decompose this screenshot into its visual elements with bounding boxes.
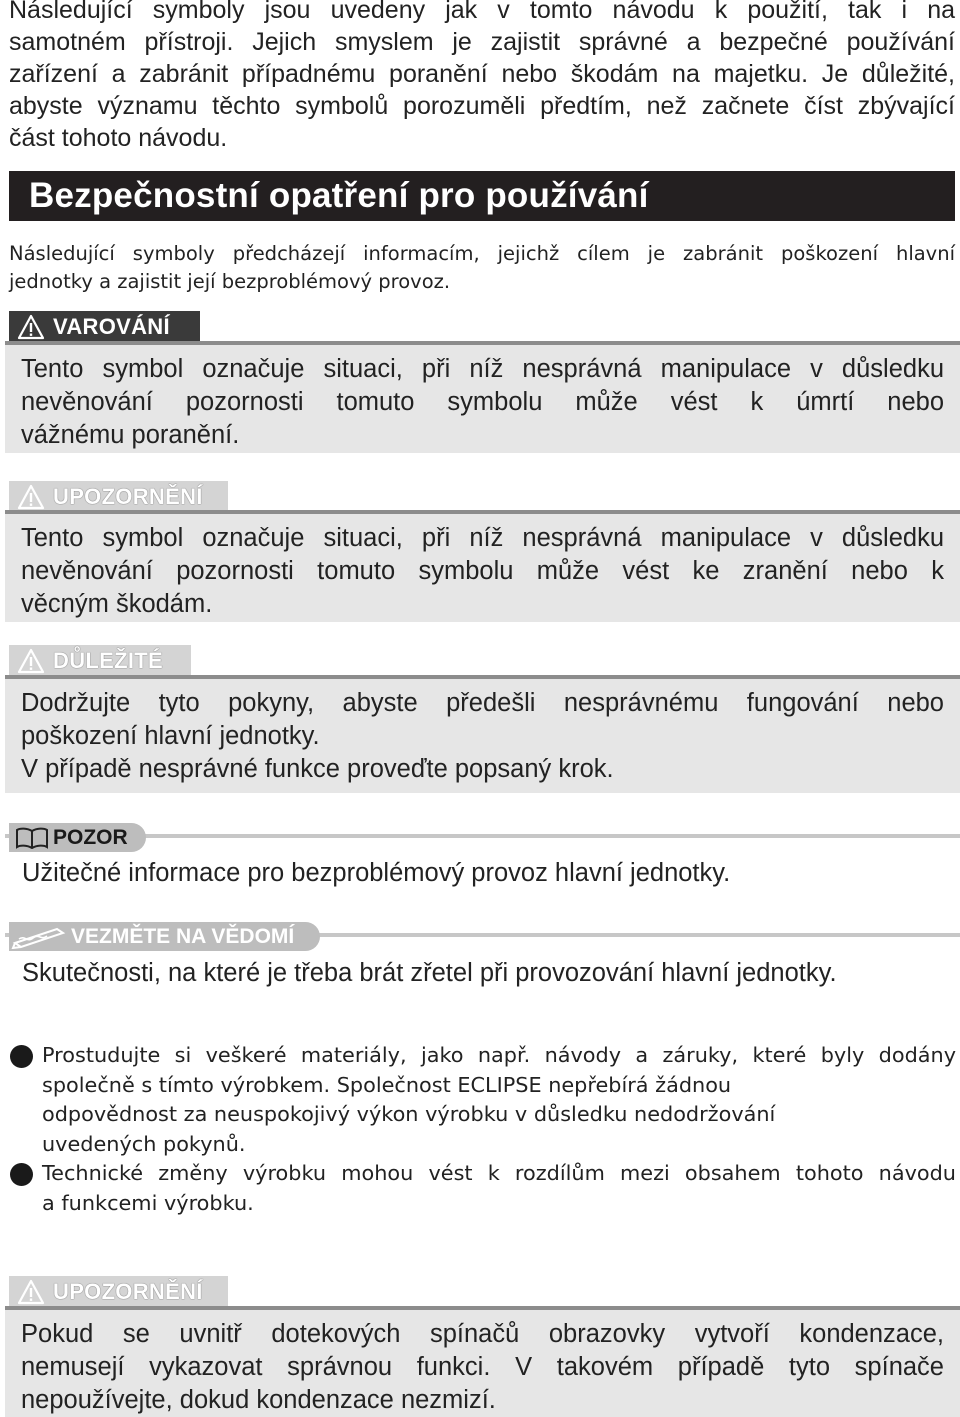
caution2-label bbox=[9, 1276, 228, 1307]
important-label-text: DŮLEŽITÉ bbox=[53, 647, 163, 673]
bullet-line: společně s tímto výrobkem. Společnost ECLIPSE nepřebírá žádnou bbox=[42, 1072, 732, 1097]
notice-label bbox=[9, 922, 320, 951]
warning-triangle-icon bbox=[17, 314, 45, 340]
important-line: poškození hlavní jednotky. bbox=[21, 722, 320, 750]
warning-label bbox=[9, 311, 200, 342]
note-label-text: POZOR bbox=[53, 825, 128, 849]
bullet-line: Prostudujte si veškeré materiály, jako např. návody a záruky, které byly dodány bbox=[42, 1043, 956, 1067]
caution-box bbox=[5, 510, 960, 622]
section-title: Bezpečnostní opatření pro používání bbox=[9, 171, 955, 221]
important-label bbox=[9, 645, 191, 676]
sub-intro-paragraph bbox=[9, 240, 955, 296]
caution-line: věcným škodám. bbox=[21, 590, 213, 618]
notice-text: Skutečnosti, na které je třeba brát zřetel při provozování hlavní jednotky. bbox=[22, 959, 837, 987]
warning-line: vážnému poranění. bbox=[21, 421, 240, 449]
warning-box bbox=[5, 341, 960, 453]
note-label bbox=[9, 823, 146, 852]
intro-line: Následující symboly jsou uvedeny jak v tomto návodu k použití, tak i na bbox=[9, 0, 955, 24]
important-triangle-icon bbox=[17, 648, 45, 674]
important-line: Dodržujte tyto pokyny, abyste předešli nesprávnému fungování nebo bbox=[21, 689, 944, 717]
bullet-list bbox=[10, 1041, 956, 1218]
caution-label bbox=[9, 481, 228, 512]
caution2-line: Pokud se uvnitř dotekových spínačů obrazovky vytvoří kondenzace, bbox=[21, 1320, 944, 1348]
bullet-line: Technické změny výrobku mohou vést k rozdílům mezi obsahem tohoto návodu bbox=[42, 1161, 956, 1185]
bullet-item bbox=[10, 1041, 956, 1159]
intro-line: část tohoto návodu. bbox=[9, 124, 228, 152]
caution2-triangle-icon bbox=[17, 1279, 45, 1305]
intro-line: samotném přístroji. Jejich smyslem je zajistit správné a bezpečné používání bbox=[9, 28, 955, 56]
caution-label-text: UPOZORNĚNÍ bbox=[53, 483, 203, 509]
notice-label-text: VEZMĚTE NA VĚDOMÍ bbox=[71, 924, 295, 948]
warning-line: nevěnování pozornosti tomuto symbolu může vést k úmrtí nebo bbox=[21, 388, 944, 416]
bullet-line: uvedených pokynů. bbox=[42, 1131, 246, 1156]
bullet-dot-icon bbox=[10, 1163, 33, 1186]
important-line: V případě nesprávné funkce proveďte popsaný krok. bbox=[21, 755, 614, 783]
note-divider bbox=[5, 834, 960, 838]
open-book-icon bbox=[15, 827, 49, 849]
intro-paragraph bbox=[9, 0, 955, 154]
caution2-label-text: UPOZORNĚNÍ bbox=[53, 1278, 203, 1304]
caution-line: Tento symbol označuje situaci, při níž nesprávná manipulace v důsledku bbox=[21, 524, 944, 552]
pen-icon bbox=[11, 925, 67, 949]
caution2-line: nepoužívejte, dokud kondenzace nezmizí. bbox=[21, 1386, 496, 1414]
caution2-line: nemusejí vykazovat správnou funkci. V takovém případě tyto spínače bbox=[21, 1353, 944, 1381]
important-box bbox=[5, 675, 960, 793]
warning-label-text: VAROVÁNÍ bbox=[53, 313, 170, 339]
caution2-box bbox=[5, 1306, 960, 1417]
intro-line: zařízení a zabránit případnému poranění nebo škodám na majetku. Je důležité, bbox=[9, 60, 955, 88]
bullet-item bbox=[10, 1159, 956, 1218]
bullet-dot-icon bbox=[10, 1045, 33, 1068]
warning-line: Tento symbol označuje situaci, při níž nesprávná manipulace v důsledku bbox=[21, 355, 944, 383]
sub-intro-line: jednotky a zajistit její bezproblémový provoz. bbox=[9, 270, 451, 293]
bullet-line: a funkcemi výrobku. bbox=[42, 1190, 254, 1215]
caution-line: nevěnování pozornosti tomuto symbolu může vést ke zranění nebo k bbox=[21, 557, 944, 585]
intro-line: abyste významu těchto symbolů porozuměli předtím, než začnete číst zbývající bbox=[9, 92, 955, 120]
caution-triangle-icon bbox=[17, 484, 45, 510]
note-text: Užitečné informace pro bezproblémový provoz hlavní jednotky. bbox=[22, 859, 731, 887]
bullet-line: odpovědnost za neuspokojivý výkon výrobku v důsledku nedodržování bbox=[42, 1102, 776, 1126]
sub-intro-line: Následující symboly předcházejí informacím, jejichž cílem je zabránit poškození hlavní bbox=[9, 242, 955, 265]
